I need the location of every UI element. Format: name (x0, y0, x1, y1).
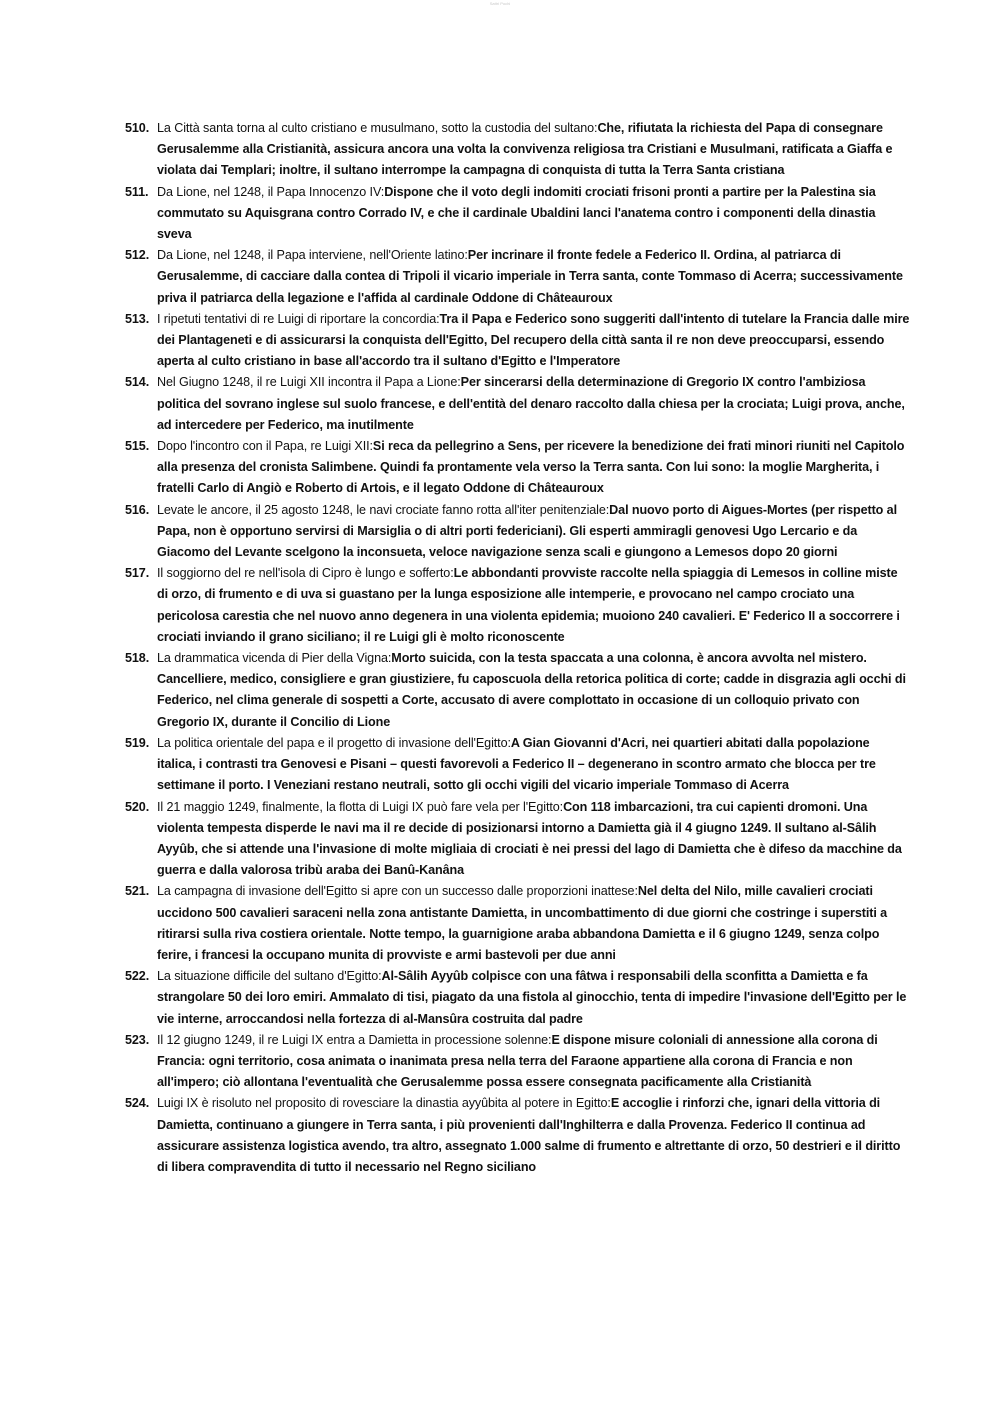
entry-detail: Per sincerarsi della determinazione di Gregorio IX contro l'ambiziosa politica del sovrano inglese sul suolo francese, e dell'entità del denaro raccolto dalla chiesa per la crociata; Luigi prova, anche, ad intercedere per Federico, ma inutilmente (157, 375, 905, 432)
list-item (120, 118, 910, 182)
entry-detail: Al-Sâlih Ayyûb colpisce con una fâtwa i responsabili della sconfitta a Damietta e fa strangolare 50 dei loro emiri. Ammalato di tisi, piagato da una fistola al ginocchio, tenta di impedire l'invasione dell'Egitto per le vie interne, arroccandosi nella fortezza di al-Mansûra costruita dal padre (157, 969, 907, 1026)
list-item (120, 372, 910, 436)
entry-number: 511. (125, 184, 149, 199)
entry-number: 514. (125, 375, 150, 390)
entry-number: 513. (125, 311, 150, 326)
entry-intro: Da Lione, nel 1248, il Papa Innocenzo IV: (157, 184, 385, 199)
entry-intro: Levate le ancore, il 25 agosto 1248, le navi crociate fanno rotta all'iter penitenziale: (157, 502, 610, 517)
entry-number: 516. (125, 502, 150, 517)
entry-intro: La drammatica vicenda di Pier della Vigna: (157, 651, 392, 666)
entry-list (120, 118, 910, 1178)
entry-number: 524. (125, 1096, 150, 1111)
list-item (120, 500, 910, 564)
entry-detail: Nel delta del Nilo, mille cavalieri crociati uccidono 500 cavalieri saraceni nella zona antistante Damietta, in uncombattimento di due giorni che costringe i superstiti a ritirarsi sulla riva costiera orientale. Notte tempo, la guarnigione araba abbandona Damietta e il 6 giugno 1249, senza colpo ferire, i francesi la occupano munita di provviste e armi bastevoli per due anni (157, 884, 888, 962)
entry-number: 523. (125, 1032, 150, 1047)
list-item (120, 563, 910, 648)
entry-intro: Luigi IX è risoluto nel proposito di rovesciare la dinastia ayyûbita al potere in Egitto: (157, 1096, 611, 1111)
entry-detail: E dispone misure coloniali di annessione alla corona di Francia: ogni territorio, cosa animata o inanimata presa nella terra del Faraone appartiene alla corona di Francia e non all'impero; ciò allontana l'eventualità che Gerusalemme possa essere consegnata pacificamente alla Cristianità (157, 1032, 878, 1090)
entry-detail: Le abbondanti provviste raccolte nella spiaggia di Lemesos in colline miste di orzo, di frumento e di uva si guastano per la lunga esposizione alle intemperie, e provocano nel campo crociato una pericolosa carestia che nel nuovo anno degenera in una violenta epidemia; muoiono 240 cavalieri. E' Federico II a soccorrere i crociati inviando il grano siciliano; il re Luigi gli è molto riconoscente (157, 566, 900, 644)
entry-detail: Tra il Papa e Federico sono suggeriti dall'intento di tutelare la Francia dalle mire dei Plantageneti e di assicurarsi la conquista dell'Egitto, Del recupero della città santa il re non deve preoccuparsi, essendo aperta al culto cristiano in base all'accordo tra il sultano d'Egitto e l'Imperatore (157, 311, 910, 369)
entry-number: 515. (125, 439, 150, 454)
entry-intro: Il 21 maggio 1249, finalmente, la flotta di Luigi IX può fare vela per l'Egitto: (157, 799, 564, 814)
entry-number: 517. (125, 566, 150, 581)
entry-detail: Dal nuovo porto di Aigues-Mortes (per rispetto al Papa, non è opportuno servirsi di Marsiglia o di altri porti federiciani). Gli esperti ammiragli genovesi Ugo Lercario e da Giacomo del Levante scelgono la inconsueta, veloce navigazione senza scali e giungono a Lemesos dopo 20 giorni (157, 502, 897, 560)
list-item (120, 966, 910, 1030)
entry-detail: A Gian Giovanni d'Acri, nei quartieri abitati dalla popolazione italica, i contrasti tra Genovesi e Pisani – questi favorevoli a Federico II – degenerano in scontro armato che blocca per tre settimane il porto. I Veneziani restano neutrali, sotto gli occhi vigili del vicario imperiale Tommaso di Acerra (157, 735, 876, 793)
list-item (120, 1030, 910, 1094)
list-item (120, 182, 910, 246)
entry-number: 519. (125, 735, 150, 750)
list-item (120, 436, 910, 500)
entry-detail: Dispone che il voto degli indomiti crociati frisoni pronti a partire per la Palestina sia commutato su Aquisgrana contro Corrado IV, e che il cardinale Ubaldini lanci l'anatema contro i componenti della dinastia sveva (157, 184, 876, 242)
list-item (120, 245, 910, 309)
list-item (120, 881, 910, 966)
entry-detail: Che, rifiutata la richiesta del Papa di consegnare Gerusalemme alla Cristianità, assicura ancora una volta la convivenza religiosa tra Cristiani e Musulmani, ratificata a Giaffa e violata dai Templari; inoltre, il sultano interrompe la campagna di conquista di tutta la Terra Santa cristiana (157, 121, 893, 178)
entry-number: 522. (125, 969, 150, 984)
list-item (120, 309, 910, 373)
entry-number: 512. (125, 248, 150, 263)
entry-intro: La Città santa torna al culto cristiano e musulmano, sotto la custodia del sultano: (157, 121, 598, 135)
list-item (120, 1093, 910, 1178)
entry-detail: Morto suicida, con la testa spaccata a una colonna, è ancora avvolta nel mistero. Cancelliere, medico, consigliere e gran giustiziere, fu caposcuola della retorica politica di corte; cadde in disgrazia agli occhi di Federico, nel clima generale di sospetti a Corte, accusato di avere complottato in occasione di un colloquio privato con Gregorio IX, durante il Concilio di Lione (157, 651, 906, 729)
entry-detail: Per incrinare il fronte fedele a Federico II. Ordina, al patriarca di Gerusalemme, di cacciare dalla contea di Tripoli il vicario imperiale in Terra santa, conte Tommaso di Acerra; successivamente priva il patriarca della legazione e l'affida al cardinale Oddone di Châteauroux (157, 248, 903, 305)
entry-number: 510. (125, 121, 150, 135)
entry-intro: I ripetuti tentativi di re Luigi di riportare la concordia: (157, 311, 440, 326)
entry-intro: Da Lione, nel 1248, il Papa interviene, nell'Oriente latino: (157, 248, 468, 263)
entry-intro: Il soggiorno del re nell'isola di Cipro è lungo e sofferto: (157, 566, 454, 581)
entry-detail: Con 118 imbarcazioni, tra cui capienti dromoni. Una violenta tempesta disperde le navi ma il re decide di posizionarsi intorno a Damietta già il 4 giugno 1249. Il sultano al-Sâlih Ayyûb, che si attende una l'invasione di molte migliaia di crociati è nei pressi del lago di Damietta che è difeso da macchine da guerra e dalla valorosa tribù araba dei Banû-Kanâna (157, 799, 902, 878)
entry-intro: La politica orientale del papa e il progetto di invasione dell'Egitto: (157, 735, 511, 750)
page-header: Sattri Pochi (489, 1, 511, 6)
entry-detail: E accoglie i rinforzi che, ignari della vittoria di Damietta, continuano a giungere in Terra santa, i più provenienti dall'Inghilterra e dalla Provenza. Federico II continua ad assicurare assistenza logistica avendo, tra altro, assegnato 1.000 salme di frumento e altrettante di orzo, 50 destrieri e il diritto di libera compravendita di tutto il necessario nel Regno siciliano (157, 1096, 901, 1174)
entry-intro: Dopo l'incontro con il Papa, re Luigi XII: (157, 439, 373, 454)
list-item (120, 648, 910, 733)
list-item (120, 797, 910, 882)
entry-number: 521. (125, 884, 150, 899)
entry-intro: La situazione difficile del sultano d'Egitto: (157, 969, 382, 984)
list-item (120, 733, 910, 797)
entry-number: 520. (125, 799, 150, 814)
entry-intro: Il 12 giugno 1249, il re Luigi IX entra a Damietta in processione solenne: (157, 1032, 552, 1047)
entry-detail: Si reca da pellegrino a Sens, per ricevere la benedizione dei frati minori riuniti nel Capitolo alla presenza del cronista Salimbene. Quindi fa prontamente vela verso la Terra santa. Con lui sono: la moglie Margherita, i fratelli Carlo di Angiò e Roberto di Artois, e il legato Oddone di Châteauroux (157, 439, 905, 496)
entry-intro: La campagna di invasione dell'Egitto si apre con un successo dalle proporzioni inattese: (157, 884, 638, 899)
entry-number: 518. (125, 651, 150, 666)
entry-intro: Nel Giugno 1248, il re Luigi XII incontra il Papa a Lione: (157, 375, 461, 390)
